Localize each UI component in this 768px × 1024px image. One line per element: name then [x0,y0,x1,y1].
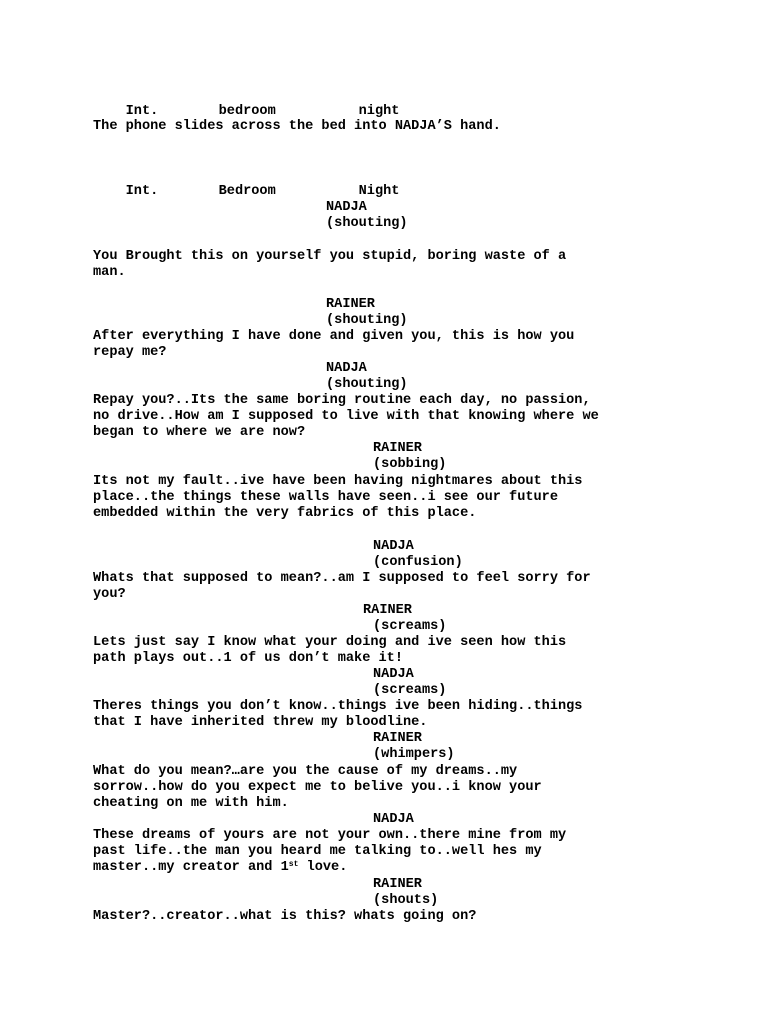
dialogue-line [93,860,347,876]
character-name: NADJA [326,361,367,376]
parenthetical: (sobbing) [373,457,447,472]
character-name: NADJA [373,667,414,682]
dialogue-line: repay me? [93,345,167,360]
dialogue-line: Lets just say I know what your doing and ive seen how this [93,635,567,650]
dialogue-line: past life..the man you heard me talking to..well hes my [93,844,542,859]
character-name: NADJA [373,812,414,827]
scene-int: Int. [125,184,159,199]
character-name: RAINER [326,297,375,312]
character-name: NADJA [373,539,414,554]
scene-location: bedroom [218,104,276,119]
dialogue-line: Its not my fault..ive have been having nightmares about this [93,474,583,489]
dialogue-line: embedded within the very fabrics of this place. [93,506,477,521]
dialogue-line: that I have inherited threw my bloodline. [93,715,428,730]
parenthetical: (shouting) [326,377,408,392]
dialogue-line: Theres things you don’t know..things ive been hiding..things [93,699,583,714]
parenthetical: (screams) [373,619,447,634]
scene-time: night [358,104,400,119]
dialogue-line: Whats that supposed to mean?..am I supposed to feel sorry for [93,571,591,586]
parenthetical: (whimpers) [373,747,455,762]
parenthetical: (screams) [373,683,447,698]
dialogue-line: no drive..How am I supposed to live with that knowing where we [93,409,599,424]
action-line: The phone slides across the bed into NADJA’S hand. [93,119,501,134]
dialogue-line: cheating on me with him. [93,796,289,811]
scene-int: Int. [125,104,159,119]
dialogue-line: Repay you?..Its the same boring routine each day, no passion, [93,393,591,408]
dialogue-line: you? [93,587,126,602]
character-name: NADJA [326,200,367,215]
parenthetical: (shouting) [326,216,408,231]
dialogue-line: began to where we are now? [93,425,306,440]
character-name: RAINER [373,441,422,456]
dialogue-line: place..the things these walls have seen..i see our future [93,490,558,505]
scene-time: Night [358,184,400,199]
character-name: RAINER [373,877,422,892]
dialogue-text: master..my creator and 1 [93,860,289,875]
dialogue-line: What do you mean?…are you the cause of my dreams..my [93,764,518,779]
character-name: RAINER [373,731,422,746]
scene-location: Bedroom [218,184,276,199]
dialogue-line: These dreams of yours are not your own..there mine from my [93,828,567,843]
parenthetical: (shouts) [373,893,439,908]
dialogue-line: man. [93,265,126,280]
dialogue-text: love. [298,860,348,875]
character-name: RAINER [363,603,412,618]
parenthetical: (shouting) [326,313,408,328]
ordinal-superscript: st [288,860,299,869]
dialogue-line: After everything I have done and given you, this is how you [93,329,575,344]
dialogue-line: sorrow..how do you expect me to belive you..i know your [93,780,542,795]
dialogue-line: You Brought this on yourself you stupid, boring waste of a [93,249,567,264]
dialogue-line: Master?..creator..what is this? whats going on? [93,909,477,924]
parenthetical: (confusion) [373,555,463,570]
dialogue-line: path plays out..1 of us don’t make it! [93,651,403,666]
